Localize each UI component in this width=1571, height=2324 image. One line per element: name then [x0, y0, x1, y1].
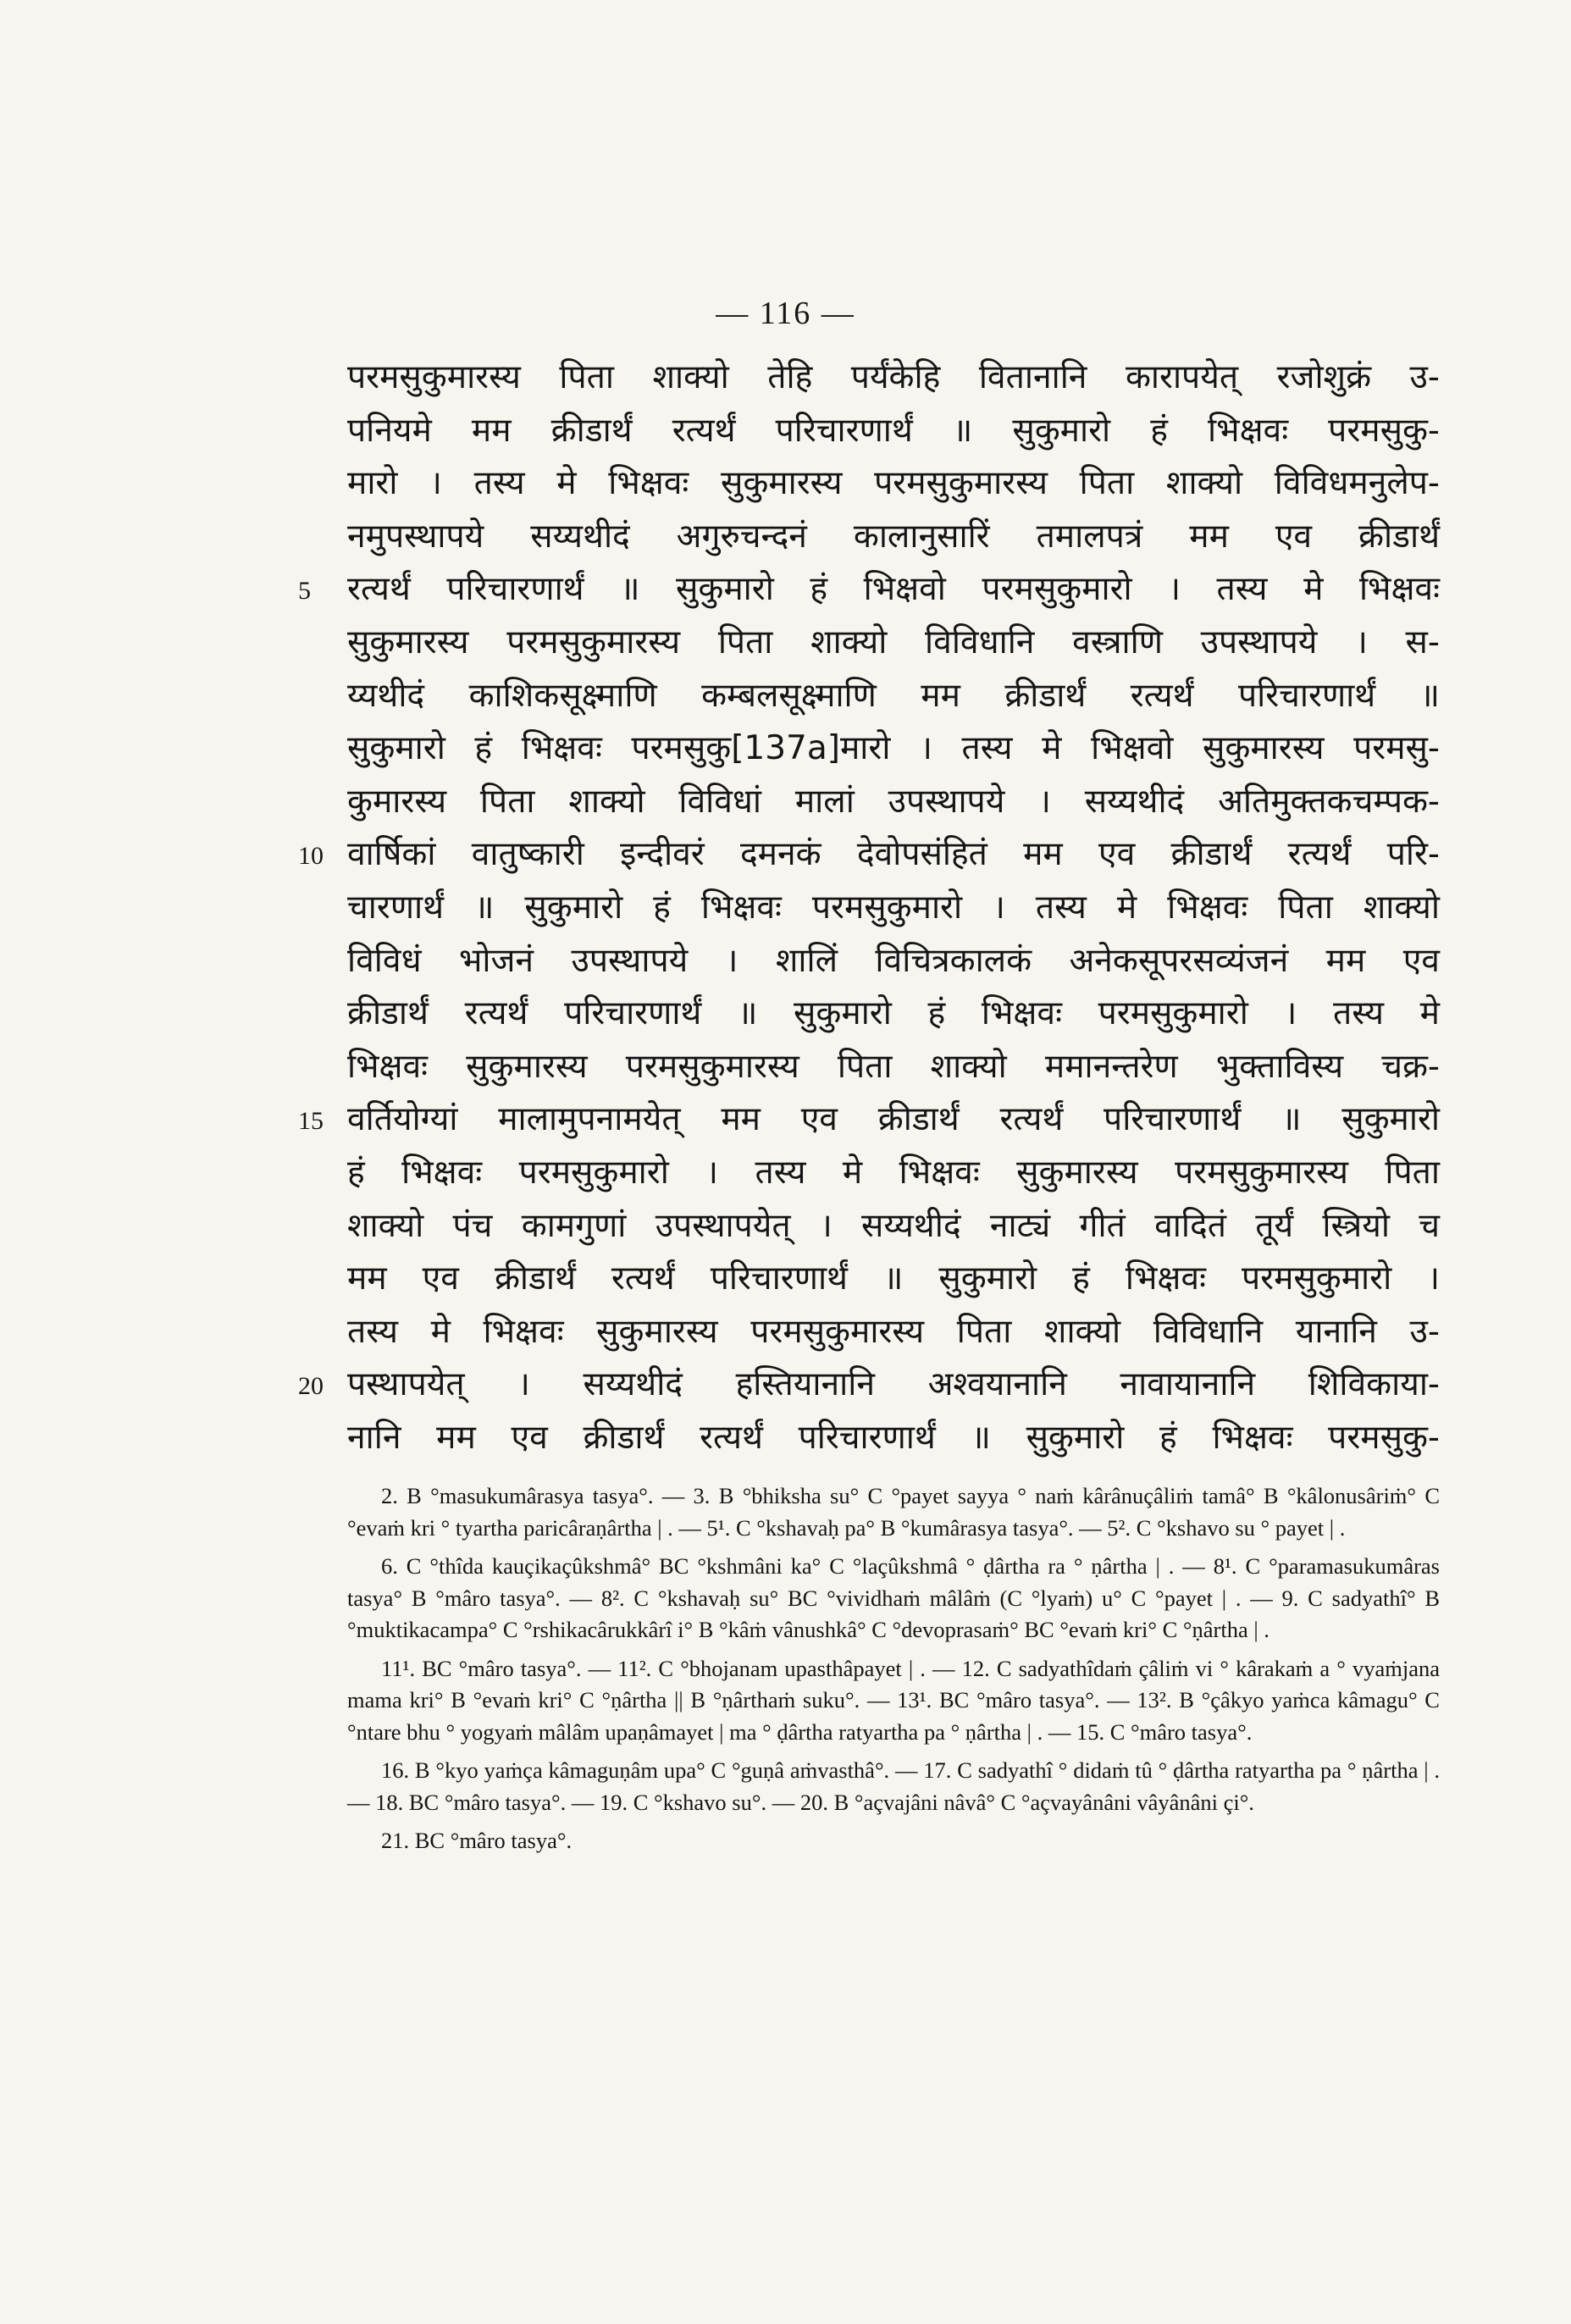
text-line — [347, 457, 1440, 511]
text-line — [347, 1412, 1440, 1465]
line-number: 10 — [298, 842, 324, 871]
text-line — [347, 722, 1440, 776]
text-line — [298, 563, 1440, 617]
text-line — [347, 1200, 1440, 1253]
line-text: रत्यर्थं परिचारणार्थं ॥ सुकुमारो हं भिक्षवो परमसुकुमारो । तस्य मे भिक्षवः — [347, 570, 1440, 609]
line-text: तस्य मे भिक्षवः सुकुमारस्य परमसुकुमारस्य पिता शाक्यो विविधानि यानानि उ- — [347, 1312, 1440, 1351]
text-line — [347, 351, 1440, 405]
line-text: क्रीडार्थं रत्यर्थं परिचारणार्थं ॥ सुकुमारो हं भिक्षवः परमसुकुमारो । तस्य मे — [347, 994, 1440, 1033]
text-line — [347, 988, 1440, 1041]
text-line — [347, 1253, 1440, 1306]
page-number: — 116 — — [716, 296, 855, 331]
text-line — [347, 935, 1440, 988]
line-text: पनियमे मम क्रीडार्थं रत्यर्थं परिचारणार्थं ॥ सुकुमारो हं भिक्षवः परमसुकु- — [347, 411, 1440, 450]
text-line — [347, 776, 1440, 829]
text-line — [347, 1306, 1440, 1359]
text-line — [347, 405, 1440, 458]
apparatus-note: 2. B °masukumârasya tasya°. — 3. B °bhiksha su° C °payet sayya ° naṁ kârânuçâliṁ tamâ° B °kâlonusâriṁ° C °evaṁ kri ° tyartha paricâraṇârtha | . — 5¹. C °kshavaḥ pa° B °kumârasya tasya°. — 5². C °kshavo su ° payet | . — [347, 1483, 1440, 1541]
line-text: वर्तियोग्यां मालामुपनामयेत् मम एव क्रीडार्थं रत्यर्थं परिचारणार्थं ॥ सुकुमारो — [347, 1100, 1440, 1139]
line-number: 20 — [298, 1372, 324, 1401]
main-text — [298, 351, 1440, 1464]
line-text: सुकुमारो हं भिक्षवः परमसुकु[137a]मारो । तस्य मे भिक्षवो सुकुमारस्य परमसु- — [347, 729, 1440, 768]
line-text: मम एव क्रीडार्थं रत्यर्थं परिचारणार्थं ॥ सुकुमारो हं भिक्षवः परमसुकुमारो । — [347, 1259, 1440, 1298]
line-text: कुमारस्य पिता शाक्यो विविधां मालां उपस्थापये । सय्यथीदं अतिमुक्तकचम्पक- — [347, 782, 1440, 821]
text-line — [347, 617, 1440, 670]
text-line — [298, 1093, 1440, 1147]
apparatus-note: 6. C °thîda kauçikaçûkshmâ° BC °kshmâni ka° C °laçûkshmâ ° ḍârtha ra ° ṇârtha | . — 8¹. C °paramasukumâras tasya° B °mâro tasya°. — 8². C °kshavaḥ su° BC °vividhaṁ mâlâṁ (C °lyaṁ) u° C °payet | . — 9. C sadyathî° B °muktikacampa° C °rshikacârukkârî i° B °kâṁ vânushkâ° C °devoprasaṁ° BC °evaṁ kri° C °ṇârtha | . — [347, 1553, 1440, 1642]
line-text: वार्षिकां वातुष्कारी इन्दीवरं दमनकं देवोपसंहितं मम एव क्रीडार्थं रत्यर्थं परि- — [347, 835, 1440, 874]
text-line — [298, 828, 1440, 882]
line-text: भिक्षवः सुकुमारस्य परमसुकुमारस्य पिता शाक्यो ममानन्तरेण भुक्ताविस्य चक्र- — [347, 1047, 1440, 1086]
text-line — [347, 511, 1440, 564]
line-number: 5 — [298, 577, 311, 606]
line-number: 15 — [298, 1107, 324, 1136]
apparatus-note: 11¹. BC °mâro tasya°. — 11². C °bhojanam upasthâpayet | . — 12. C sadyathîdaṁ çâliṁ vi ° kârakaṁ a ° vyaṁjana mama kri° B °evaṁ kri° C °ṇârtha || B °ṇârthaṁ suku°. — 13¹. BC °mâro tasya°. — 13². B °çâkyo yaṁca kâmagu° C °ntare bhu ° yogyaṁ mâlâm upaṇâmayet | ma ° ḍârtha ratyartha pa ° ṇârtha | . — 15. C °mâro tasya°. — [347, 1655, 1440, 1745]
line-text: चारणार्थं ॥ सुकुमारो हं भिक्षवः परमसुकुमारो । तस्य मे भिक्षवः पिता शाक्यो — [347, 888, 1440, 927]
line-text: नानि मम एव क्रीडार्थं रत्यर्थं परिचारणार्थं ॥ सुकुमारो हं भिक्षवः परमसुकु- — [347, 1418, 1440, 1457]
line-text: हं भिक्षवः परमसुकुमारो । तस्य मे भिक्षवः सुकुमारस्य परमसुकुमारस्य पिता — [347, 1153, 1440, 1192]
line-text: य्यथीदं काशिकसूक्ष्माणि कम्बलसूक्ष्माणि मम क्रीडार्थं रत्यर्थं परिचारणार्थं ॥ — [347, 676, 1440, 715]
line-text: शाक्यो पंच कामगुणां उपस्थापयेत् । सय्यथीदं नाट्यं गीतं वादितं तूर्यं स्त्रियो च — [347, 1206, 1440, 1245]
line-text: नमुपस्थापये सय्यथीदं अगुरुचन्दनं कालानुसारिं तमालपत्रं मम एव क्रीडार्थं — [347, 517, 1440, 556]
line-text: मारो । तस्य मे भिक्षवः सुकुमारस्य परमसुकुमारस्य पिता शाक्यो विविधमनुलेप- — [347, 464, 1440, 503]
apparatus-note: 21. BC °mâro tasya°. — [381, 1828, 573, 1853]
critical-apparatus — [347, 1480, 1440, 1864]
text-line — [347, 670, 1440, 723]
text-line — [347, 882, 1440, 935]
line-text: परमसुकुमारस्य पिता शाक्यो तेहि पर्यंकेहि वितानानि कारापयेत् रजोशुक्रं उ- — [347, 358, 1440, 396]
apparatus-note: 16. B °kyo yaṁça kâmaguṇâm upa° C °guṇâ aṁvasthâ°. — 17. C sadyathî ° didaṁ tû ° ḍârtha ratyartha pa ° ṇârtha | . — 18. BC °mâro tasya°. — 19. C °kshavo su°. — 20. B °açvajâni nâvâ° C °açvayânâni vâyânâni çi°. — [347, 1757, 1440, 1815]
text-line — [347, 1147, 1440, 1200]
line-text: पस्थापयेत् । सय्यथीदं हस्तियानानि अश्वयानानि नावायानानि शिविकाया- — [347, 1365, 1440, 1404]
text-line — [347, 1041, 1440, 1094]
text-line — [298, 1358, 1440, 1412]
line-text: विविधं भोजनं उपस्थापये । शालिं विचित्रकालकं अनेकसूपरसव्यंजनं मम एव — [347, 941, 1440, 980]
line-text: सुकुमारस्य परमसुकुमारस्य पिता शाक्यो विविधानि वस्त्राणि उपस्थापये । स- — [347, 622, 1440, 661]
